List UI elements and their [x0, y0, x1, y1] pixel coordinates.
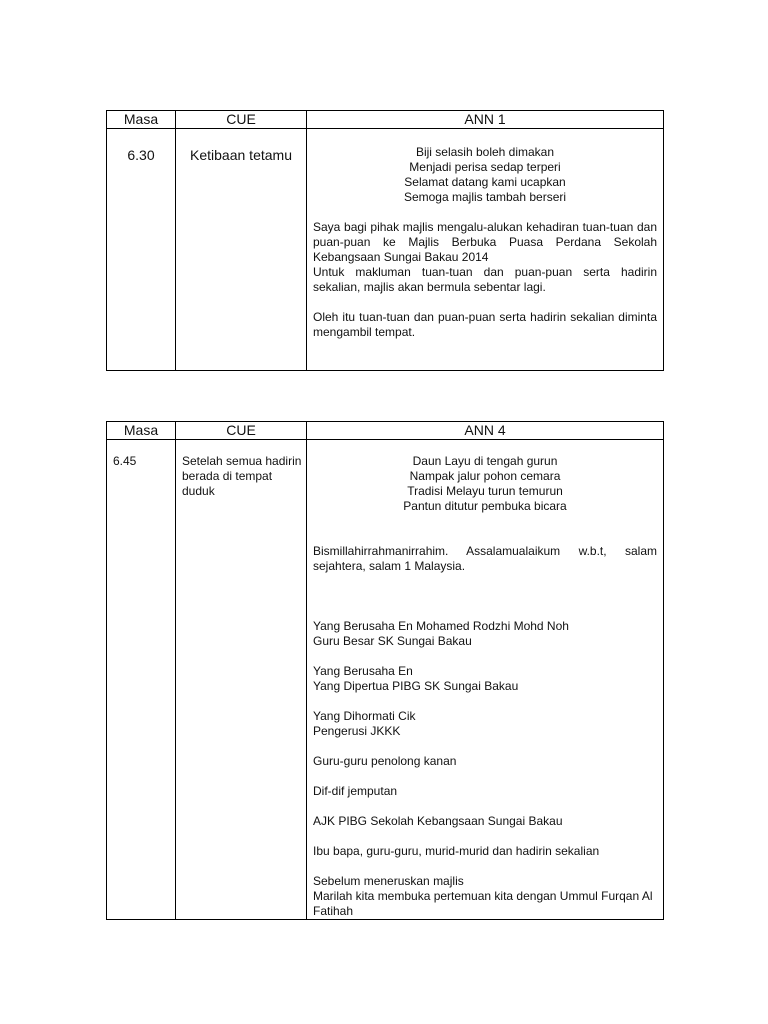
pantun-line: Nampak jalur pohon cemara [409, 469, 561, 483]
script-table-ann-4 [106, 421, 664, 920]
header-row [107, 422, 664, 440]
header-masa: Masa [107, 111, 176, 129]
table-row [107, 129, 664, 371]
cue-cell: Ketibaan tetamu [176, 129, 307, 371]
announcement-cell [307, 129, 664, 371]
closing-line: Marilah kita membuka pertemuan kita dengan Ummul Furqan Al Fatihah [313, 889, 653, 918]
welcome-paragraph: Saya bagi pihak majlis mengalu-alukan kehadiran tuan-tuan dan puan-puan ke Majlis Berbuka Puasa Perdana Sekolah Kebangsaan Sungai Bakau 2014 [313, 220, 657, 264]
header-ann: ANN 1 [307, 111, 664, 129]
salutation-line: Ibu bapa, guru-guru, murid-murid dan hadirin sekalian [313, 844, 600, 858]
salutation-line: Guru-guru penolong kanan [313, 754, 457, 768]
header-row [107, 111, 664, 129]
announcement-cell [307, 440, 664, 920]
pantun-line: Selamat datang kami ucapkan [404, 175, 566, 189]
masa-cell: 6.45 [107, 440, 176, 920]
salutation-line: Yang Berusaha En [313, 664, 413, 678]
pantun-line: Menjadi perisa sedap terperi [409, 160, 561, 174]
cue-cell: Setelah semua hadirin berada di tempat duduk [176, 440, 307, 920]
masa-cell: 6.30 [107, 129, 176, 371]
salutation-line: AJK PIBG Sekolah Kebangsaan Sungai Bakau [313, 814, 563, 828]
header-ann: ANN 4 [307, 422, 664, 440]
pantun [313, 454, 657, 514]
table-row [107, 440, 664, 920]
header-masa: Masa [107, 422, 176, 440]
pantun-line: Daun Layu di tengah gurun [412, 454, 558, 468]
notice-paragraph: Untuk makluman tuan-tuan dan puan-puan serta hadirin sekalian, majlis akan bermula sebentar lagi. [313, 265, 657, 294]
pantun-line: Semoga majlis tambah berseri [403, 190, 567, 204]
header-cue: CUE [176, 111, 307, 129]
pantun-line: Tradisi Melayu turun temurun [407, 484, 563, 498]
salutation-line: Yang Dipertua PIBG SK Sungai Bakau [313, 679, 519, 693]
script-table-ann-1 [106, 110, 664, 371]
salutation-line: Yang Dihormati Cik [313, 709, 416, 723]
pantun-line: Pantun ditutur pembuka bicara [403, 499, 567, 513]
greeting-paragraph: Bismillahirrahmanirrahim. Assalamualaikum w.b.t, salam sejahtera, salam 1 Malaysia. [313, 544, 657, 573]
salutation-line: Dif-dif jemputan [313, 784, 398, 798]
seating-paragraph: Oleh itu tuan-tuan dan puan-puan serta hadirin sekalian diminta mengambil tempat. [313, 310, 657, 339]
salutation-line: Guru Besar SK Sungai Bakau [313, 634, 472, 648]
pantun [313, 145, 657, 205]
header-cue: CUE [176, 422, 307, 440]
pantun-line: Biji selasih boleh dimakan [415, 145, 555, 159]
closing-line: Sebelum meneruskan majlis [313, 874, 464, 888]
salutation-line: Yang Berusaha En Mohamed Rodzhi Mohd Noh [313, 619, 569, 633]
salutation-line: Pengerusi JKKK [313, 724, 401, 738]
